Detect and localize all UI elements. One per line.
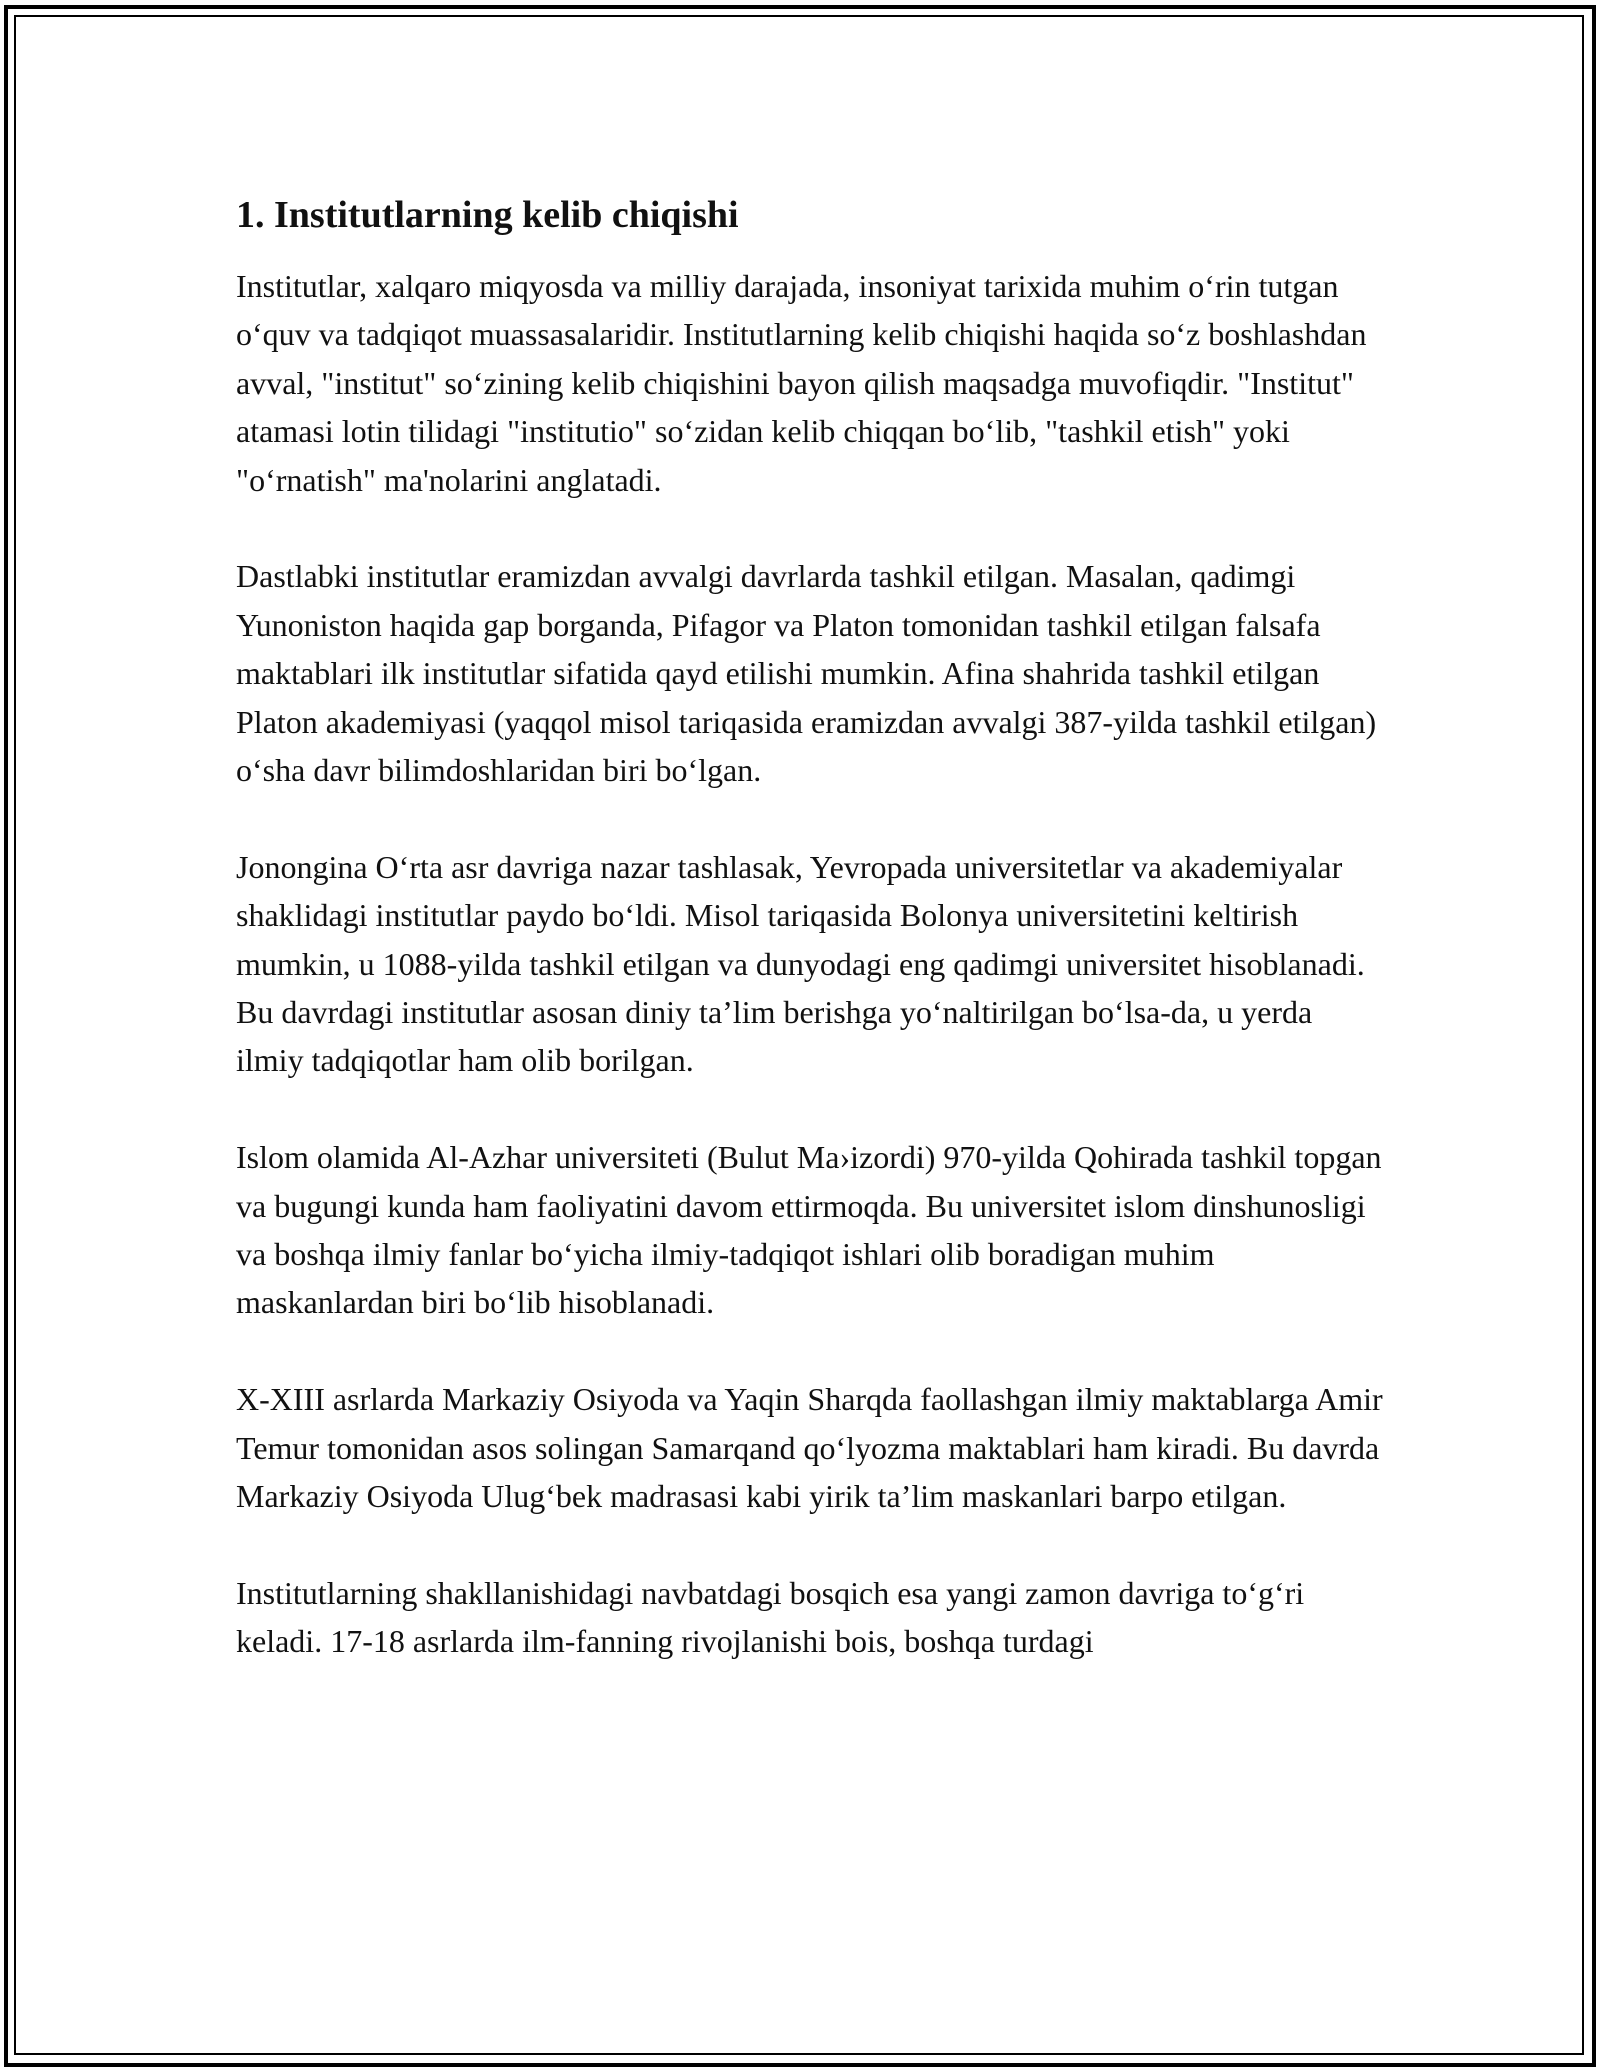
paragraph-1: Institutlar, xalqaro miqyosda va milliy darajada, insoniyat tarixida muhim o‘rin tutgan o‘quv va tadqiqot muassasalaridir. Institutlarning kelib chiqishi haqida so‘z boshlashdan avval, "institut" so‘zining kelib chiqishini bayon qilish maqsadga muvofiqdir. "Institut" atamasi lotin tilidagi "institutio" so‘zidan kelib chiqqan bo‘lib, "tashkil etish" yoki "o‘rnatish" ma'nolarini anglatadi. [236, 268, 1367, 498]
section-heading: 1. Institutlarning kelib chiqishi [236, 194, 739, 236]
paragraph-6: Institutlarning shakllanishidagi navbatdagi bosqich esa yangi zamon davriga to‘g‘ri keladi. 17-18 asrlarda ilm-fanning rivojlanishi bois, boshqa turdagi [236, 1574, 1305, 1660]
document-body [236, 190, 1386, 1714]
paragraph-4: Islom olamida Al-Azhar universiteti (Bulut Ma›izordi) 970-yilda Qohirada tashkil topgan va bugungi kunda ham faoliyatini davom ettirmoqda. Bu universitet islom dinshunosligi va boshqa ilmiy fanlar bo‘yicha ilmiy-tadqiqot ishlari olib boradigan muhim maskanlardan biri bo‘lib hisoblanadi. [236, 1139, 1382, 1321]
paragraph-2: Dastlabki institutlar eramizdan avvalgi davrlarda tashkil etilgan. Masalan, qadimgi Yunoniston haqida gap borganda, Pifagor va Platon tomonidan tashkil etilgan falsafa maktablari ilk institutlar sifatida qayd etilishi mumkin. Afina shahrida tashkil etilgan Platon akademiyasi (yaqqol misol tariqasida eramizdan avvalgi 387-yilda tashkil etilgan) o‘sha davr bilimdoshlaridan biri bo‘lgan. [236, 558, 1377, 789]
paragraph-3: Jonongina O‘rta asr davriga nazar tashlasak, Yevropada universitetlar va akademiyalar shaklidagi institutlar paydo bo‘ldi. Misol tariqasida Bolonya universitetini keltirish mumkin, u 1088-yilda tashkil etilgan va dunyodagi eng qadimgi universitet hisoblanadi. Bu davrdagi institutlar asosan diniy ta’lim berishga yo‘naltirilgan bo‘lsa-da, u yerda ilmiy tadqiqotlar ham olib borilgan. [236, 848, 1365, 1079]
paragraph-5: X-XIII asrlarda Markaziy Osiyoda va Yaqin Sharqda faollashgan ilmiy maktablarga Amir Temur tomonidan asos solingan Samarqand qo‘lyozma maktablari ham kiradi. Bu davrda Markaziy Osiyoda Ulug‘bek madrasasi kabi yirik ta’lim maskanlari barpo etilgan. [236, 1381, 1383, 1515]
